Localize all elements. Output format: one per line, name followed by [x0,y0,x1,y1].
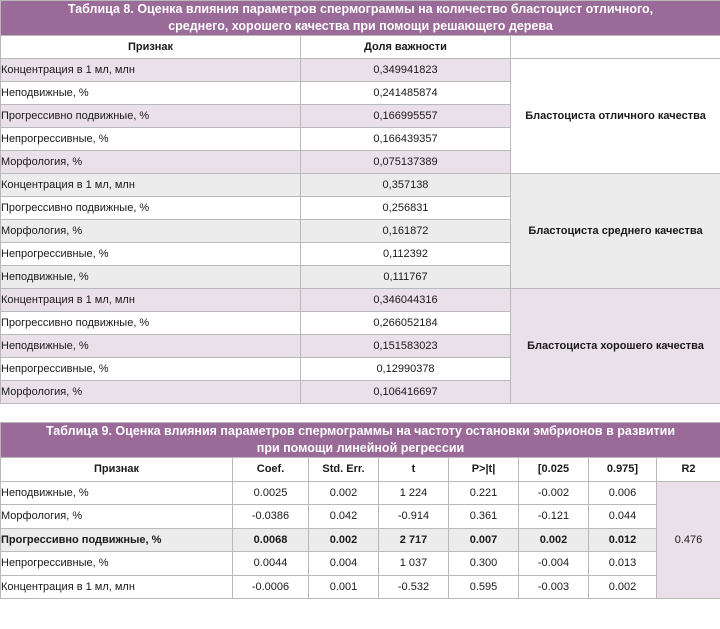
column-header-ci-high: 0.975] [589,458,657,482]
table-row: Непрогрессивные, % 0,166439357 [1,128,720,151]
column-header-std-err: Std. Err. [309,458,379,482]
table-9-title: Таблица 9. Оценка влияния параметров спермограммы на частоту остановки эмбрионов в развитии при помощи линейной регрессии [1,423,720,458]
table-row: Непрогрессивные, % 0,12990378 [1,358,720,381]
table-9 [0,422,720,599]
table-row: Морфология, % -0.0386 0.042 -0.914 0.361 -0.121 0.044 [1,505,720,529]
table-row: Прогрессивно подвижные, % 0,266052184 [1,312,720,335]
group-label: Бластоциста среднего качества [511,174,720,289]
group-label: Бластоциста хорошего качества [511,289,720,404]
column-header-t: t [379,458,449,482]
table-row: Прогрессивно подвижные, % 0,166995557 [1,105,720,128]
table-row: Неподвижные, % 0.0025 0.002 1 224 0.221 -0.002 0.006 0.476 [1,481,720,505]
column-header-importance: Доля важности [301,36,511,59]
column-header-feature: Признак [1,36,301,59]
table-row: Концентрация в 1 мл, млн -0.0006 0.001 -0.532 0.595 -0.003 0.002 [1,575,720,599]
column-header-p: P>|t| [449,458,519,482]
table-row: Прогрессивно подвижные, % 0,256831 [1,197,720,220]
table-row: Морфология, % 0,075137389 [1,151,720,174]
column-header-ci-low: [0.025 [519,458,589,482]
column-header-r2: R2 [657,458,720,482]
table-row: Неподвижные, % 0,151583023 [1,335,720,358]
table-8-title: Таблица 8. Оценка влияния параметров спермограммы на количество бластоцист отличного, среднего, хорошего качества при помощи решающего дерева [1,1,720,36]
table-row: Концентрация в 1 мл, млн 0,349941823 Бластоциста отличного качества [1,59,720,82]
column-header-feature: Признак [1,458,233,482]
group-label: Бластоциста отличного качества [511,59,720,174]
column-header-coef: Coef. [233,458,309,482]
table-row: Неподвижные, % 0,241485874 [1,82,720,105]
table-row: Морфология, % 0,106416697 [1,381,720,404]
r2-value: 0.476 [657,481,720,599]
table-row: Морфология, % 0,161872 [1,220,720,243]
table-row: Концентрация в 1 мл, млн 0,346044316 Бластоциста хорошего качества [1,289,720,312]
table-row: Прогрессивно подвижные, % 0.0068 0.002 2 717 0.007 0.002 0.012 [1,528,720,552]
table-row: Непрогрессивные, % 0.0044 0.004 1 037 0.300 -0.004 0.013 [1,552,720,576]
table-row: Концентрация в 1 мл, млн 0,357138 Бластоциста среднего качества [1,174,720,197]
table-row: Неподвижные, % 0,111767 [1,266,720,289]
table-row: Непрогрессивные, % 0,112392 [1,243,720,266]
